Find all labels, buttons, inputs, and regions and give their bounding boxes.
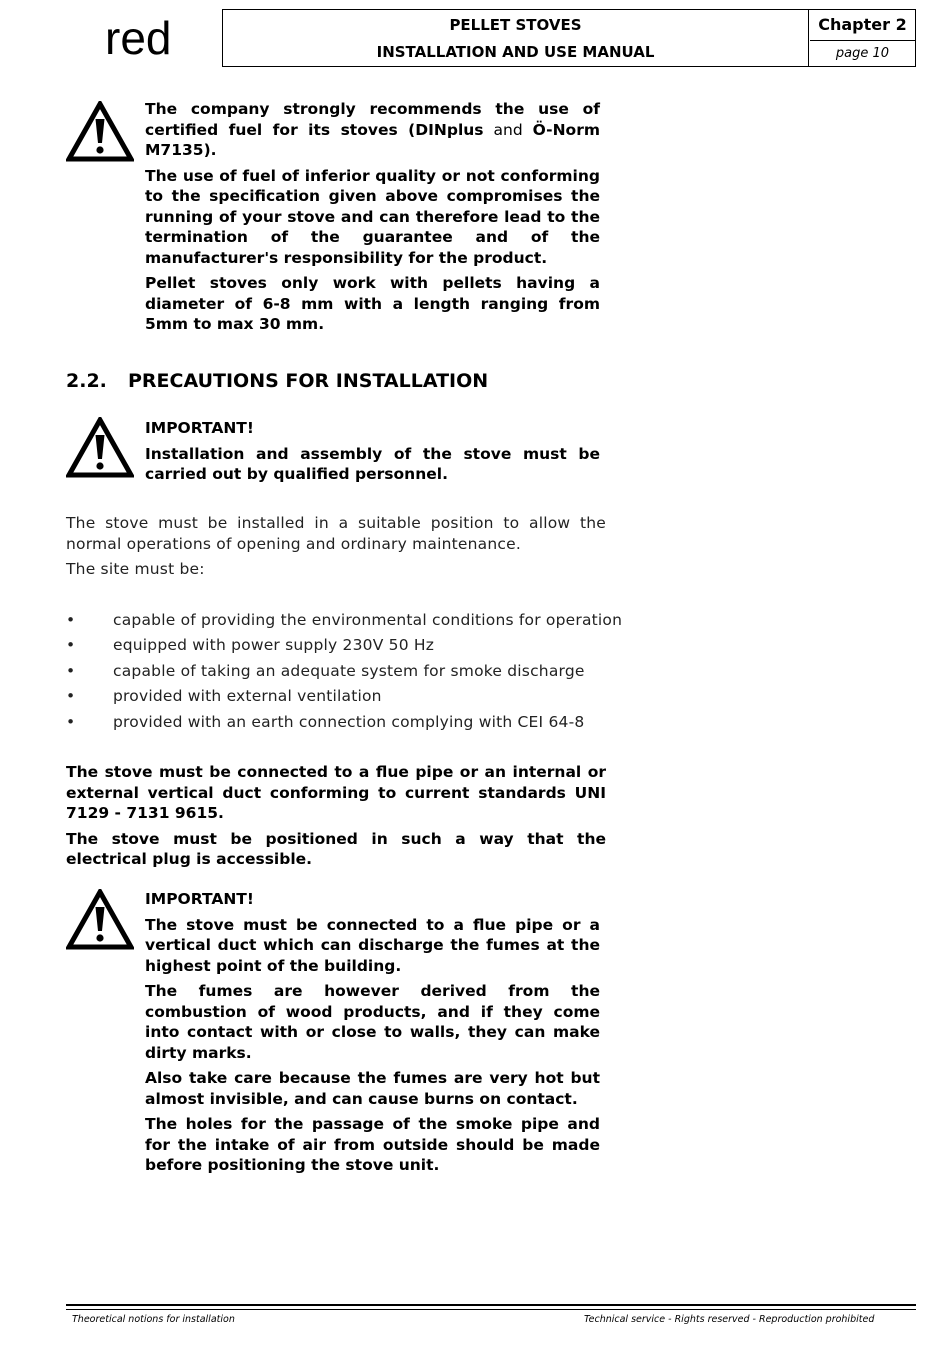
fuel-warning-block (145, 99, 600, 340)
fuel-warning-p2: The use of fuel of inferior quality or not conforming to the specification given above compromises the running of your stove and can therefore lead to the termination of the guarantee and of the manufacturer's responsibility for the product. (145, 166, 600, 267)
fumes-warning-p2: The fumes are however derived from the combustion of wood products, and if they come into contact with or close to walls, they can make dirty marks. (145, 982, 600, 1062)
site-requirements-list (66, 609, 626, 736)
footer-divider (66, 1309, 916, 1310)
bullet-icon: • (66, 611, 76, 629)
list-item (66, 634, 626, 659)
site-description-p2: The site must be: (66, 560, 205, 578)
page-number: page 10 (835, 46, 890, 61)
list-item-text: capable of taking an adequate system for smoke discharge (113, 661, 585, 680)
warning-triangle-icon (66, 101, 134, 163)
page-header (222, 9, 916, 67)
fuel-warning-p1-b: Ö-Norm M7135). (145, 120, 600, 159)
header-title-line1: PELLET STOVES (449, 16, 582, 34)
footer-right-text: Technical service - Rights reserved - Reproduction prohibited (584, 1314, 875, 1325)
bullet-icon: • (66, 661, 76, 680)
chapter-label: Chapter 2 (810, 10, 915, 41)
list-item (66, 685, 626, 710)
bullet-icon: • (66, 712, 76, 731)
header-title-line2: INSTALLATION AND USE MANUAL (376, 43, 655, 61)
bullet-icon: • (66, 687, 76, 706)
fumes-warning-p4: The holes for the passage of the smoke pipe and for the intake of air from outside should be made before positioning the stove unit. (145, 1115, 600, 1174)
warning-triangle-icon (66, 889, 134, 951)
list-item-text: provided with an earth connection complying with CEI 64-8 (113, 712, 585, 731)
section-number: 2.2. (66, 370, 107, 392)
list-item-text: capable of providing the environmental conditions for operation (113, 611, 623, 629)
fumes-warning-heading: IMPORTANT! (145, 890, 254, 908)
list-item-text: provided with external ventilation (113, 687, 382, 706)
footer-left-text: Theoretical notions for installation (72, 1314, 235, 1325)
brand-logo: red (105, 12, 172, 64)
fumes-warning-p3: Also take care because the fumes are very hot but almost invisible, and can cause burns on contact. (145, 1069, 600, 1108)
installation-warning-block (145, 418, 600, 490)
flue-requirements (66, 762, 606, 875)
list-item-text: equipped with power supply 230V 50 Hz (113, 636, 435, 655)
flue-requirements-p1: The stove must be connected to a flue pipe or an internal or external vertical duct conforming to current standards UNI 7129 - 7131 9615. (66, 763, 606, 822)
fuel-warning-p1 (145, 99, 600, 161)
fumes-warning-block (145, 889, 600, 1181)
list-item (66, 660, 626, 685)
fumes-warning-p1: The stove must be connected to a flue pipe or a vertical duct which can discharge the fumes at the highest point of the building. (145, 915, 600, 975)
list-item (66, 609, 626, 634)
header-title (223, 10, 809, 66)
installation-warning-heading: IMPORTANT! (145, 419, 254, 437)
section-title: PRECAUTIONS FOR INSTALLATION (128, 370, 489, 392)
flue-requirements-p2: The stove must be positioned in such a way that the electrical plug is accessible. (66, 829, 606, 868)
list-item (66, 711, 626, 736)
installation-warning-p1: Installation and assembly of the stove must be carried out by qualified personnel. (145, 444, 600, 483)
section-heading (66, 369, 488, 393)
bullet-icon: • (66, 636, 76, 655)
site-description (66, 513, 606, 585)
fuel-warning-p1-a: The company strongly recommends the use of certified fuel for its stoves (DINplus (145, 100, 600, 139)
site-description-p1: The stove must be installed in a suitable position to allow the normal operations of opening and ordinary maintenance. (66, 514, 606, 553)
warning-triangle-icon (66, 417, 134, 479)
fuel-warning-p3: Pellet stoves only work with pellets having a diameter of 6-8 mm with a length ranging from 5mm to max 30 mm. (145, 274, 600, 333)
footer-divider (66, 1304, 916, 1306)
fuel-warning-p1-and: and (483, 120, 533, 139)
